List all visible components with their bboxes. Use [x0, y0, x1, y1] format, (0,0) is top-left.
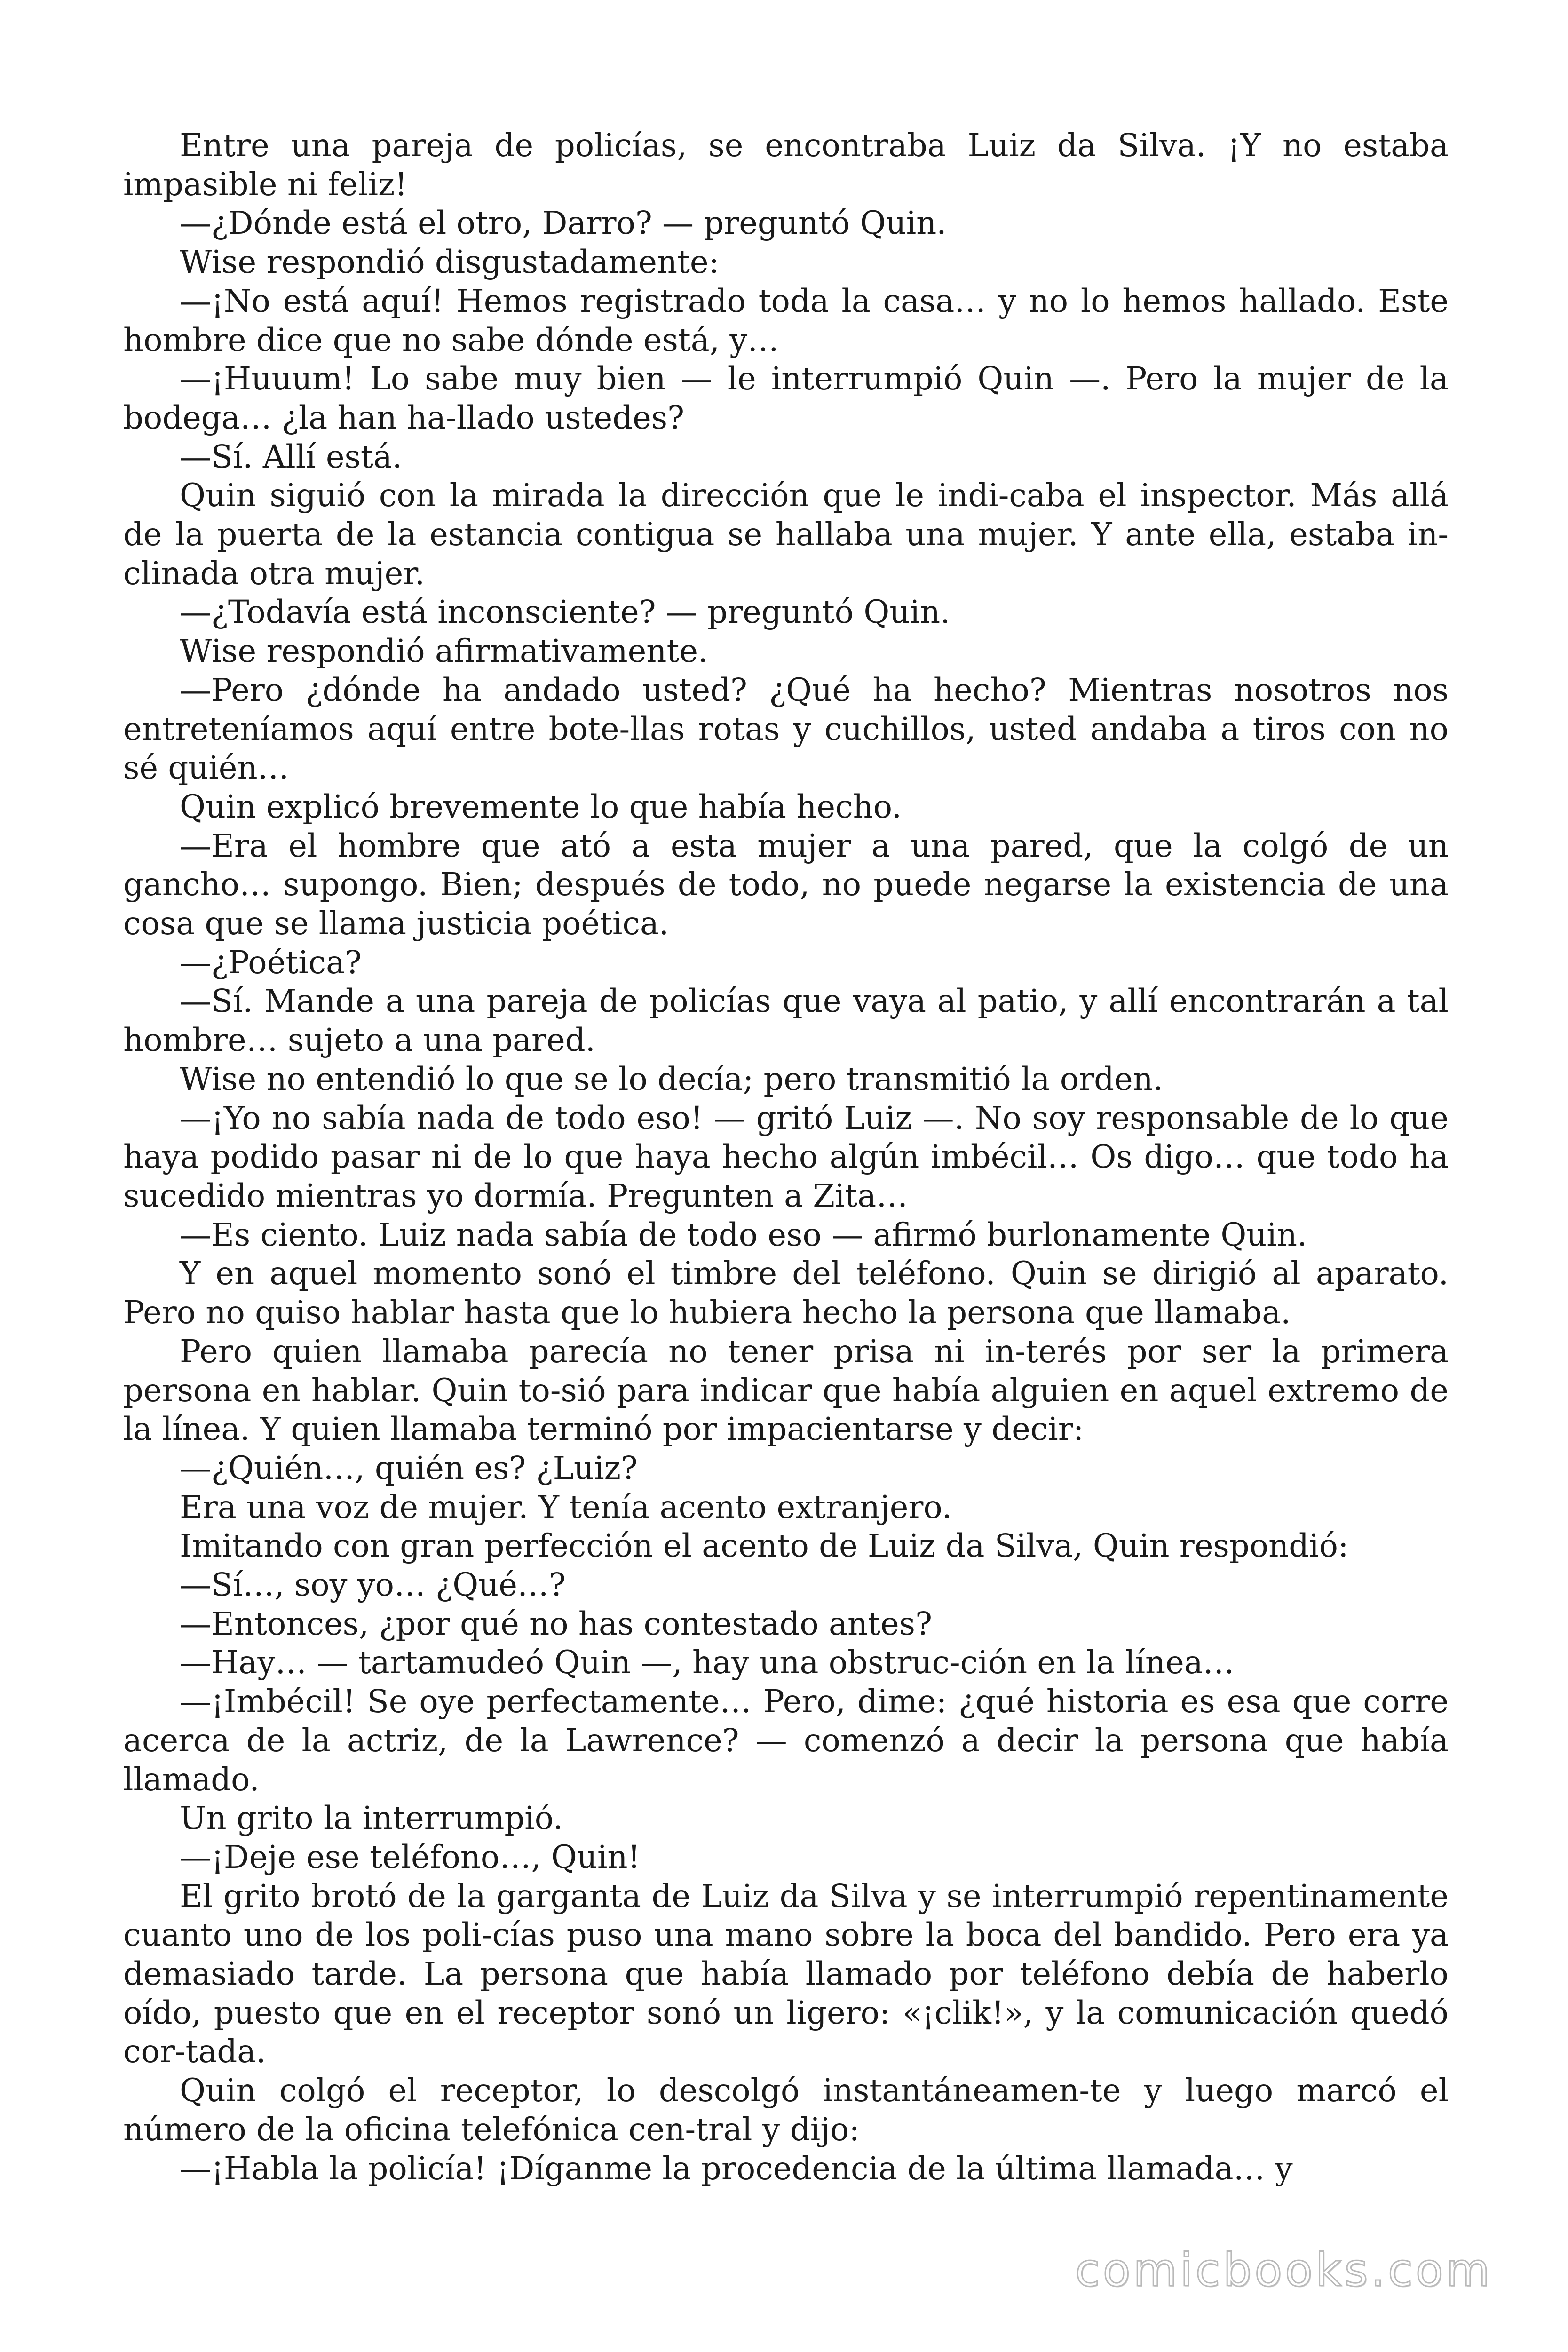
- paragraph: Era una voz de mujer. Y tenía acento extranjero.: [180, 1488, 952, 1526]
- paragraph: —Entonces, ¿por qué no has contestado antes?: [180, 1605, 932, 1642]
- paragraph: —¡Huuum! Lo sabe muy bien — le interrumpió Quin —. Pero la mujer de la bodega… ¿la han ha-llado ustedes?: [123, 360, 1449, 436]
- paragraph: Entre una pareja de policías, se encontraba Luiz da Silva. ¡Y no estaba impasible ni feliz!: [123, 127, 1449, 203]
- paragraph: Quin siguió con la mirada la dirección que le indi-caba el inspector. Más allá de la puerta de la estancia contigua se hallaba una mujer. Y ante ella, estaba in-clinada otra mujer.: [123, 477, 1449, 592]
- paragraph: —¡Imbécil! Se oye perfectamente… Pero, dime: ¿qué historia es esa que corre acerca de la actriz, de la Lawrence? — comenzó a decir la persona que había llamado.: [123, 1683, 1449, 1798]
- paragraph: —¡Yo no sabía nada de todo eso! — gritó Luiz —. No soy responsable de lo que haya podido pasar ni de lo que haya hecho algún imbécil… Os digo… que todo ha sucedido mientras yo dormía. Pregunten a Zita…: [123, 1099, 1449, 1214]
- paragraph: —Sí. Mande a una pareja de policías que vaya al patio, y allí encontrarán a tal hombre… sujeto a una pared.: [123, 983, 1449, 1059]
- paragraph: —¿Quién…, quién es? ¿Luiz?: [180, 1449, 638, 1486]
- paragraph: —¡Deje ese teléfono…, Quin!: [180, 1838, 641, 1875]
- paragraph: El grito brotó de la garganta de Luiz da Silva y se interrumpió repentinamente cuanto uno de los poli-cías puso una mano sobre la boca del bandido. Pero era ya demasiado tarde. La persona que había llamado por teléfono debía de haberlo oído, puesto que en el receptor sonó un ligero: «¡clik!», y la comunicación quedó cor-tada.: [123, 1877, 1449, 2070]
- paragraph: Quin colgó el receptor, lo descolgó instantáneamen-te y luego marcó el número de la oficina telefónica cen-tral y dijo:: [123, 2072, 1449, 2148]
- paragraph: —Sí…, soy yo… ¿Qué…?: [180, 1566, 566, 1604]
- paragraph: —Es ciento. Luiz nada sabía de todo eso — afirmó burlonamente Quin.: [180, 1216, 1307, 1253]
- paragraph: Y en aquel momento sonó el timbre del teléfono. Quin se dirigió al aparato. Pero no quiso hablar hasta que lo hubiera hecho la persona que llamaba.: [123, 1255, 1449, 1331]
- paragraph: —Hay… — tartamudeó Quin —, hay una obstruc-ción en la línea…: [180, 1644, 1235, 1681]
- paragraph: —Pero ¿dónde ha andado usted? ¿Qué ha hecho? Mientras nosotros nos entreteníamos aquí entre bote-llas rotas y cuchillos, usted andaba a tiros con no sé quién…: [123, 671, 1449, 787]
- paragraph: —¿Poética?: [180, 944, 362, 981]
- paragraph: Wise respondió afirmativamente.: [180, 633, 708, 670]
- paragraph: Un grito la interrumpió.: [180, 1800, 563, 1837]
- paragraph: —Era el hombre que ató a esta mujer a una pared, que la colgó de un gancho… supongo. Bien; después de todo, no puede negarse la existencia de una cosa que se llama justicia poética.: [123, 827, 1449, 942]
- paragraph: Wise respondió disgustadamente:: [180, 244, 720, 281]
- paragraph: —¡No está aquí! Hemos registrado toda la casa… y no lo hemos hallado. Este hombre dice que no sabe dónde está, y…: [123, 282, 1449, 358]
- paragraph: —¿Dónde está el otro, Darro? — preguntó Quin.: [180, 205, 947, 242]
- book-page-text: [123, 126, 1449, 2188]
- paragraph: —¿Todavía está inconsciente? — preguntó Quin.: [180, 594, 950, 631]
- paragraph: —Sí. Allí está.: [180, 438, 403, 475]
- paragraph: —¡Habla la policía! ¡Díganme la procedencia de la última llamada… y: [180, 2150, 1293, 2187]
- paragraph: Quin explicó brevemente lo que había hecho.: [180, 788, 902, 825]
- paragraph: Imitando con gran perfección el acento de Luiz da Silva, Quin respondió:: [180, 1527, 1349, 1565]
- paragraph: Pero quien llamaba parecía no tener prisa ni in-terés por ser la primera persona en hablar. Quin to-sió para indicar que había alguien en aquel extremo de la línea. Y quien llamaba terminó por impacientarse y decir:: [123, 1333, 1449, 1448]
- paragraph: Wise no entendió lo que se lo decía; pero transmitió la orden.: [180, 1060, 1164, 1097]
- watermark: comicbooks.com: [1075, 2244, 1493, 2296]
